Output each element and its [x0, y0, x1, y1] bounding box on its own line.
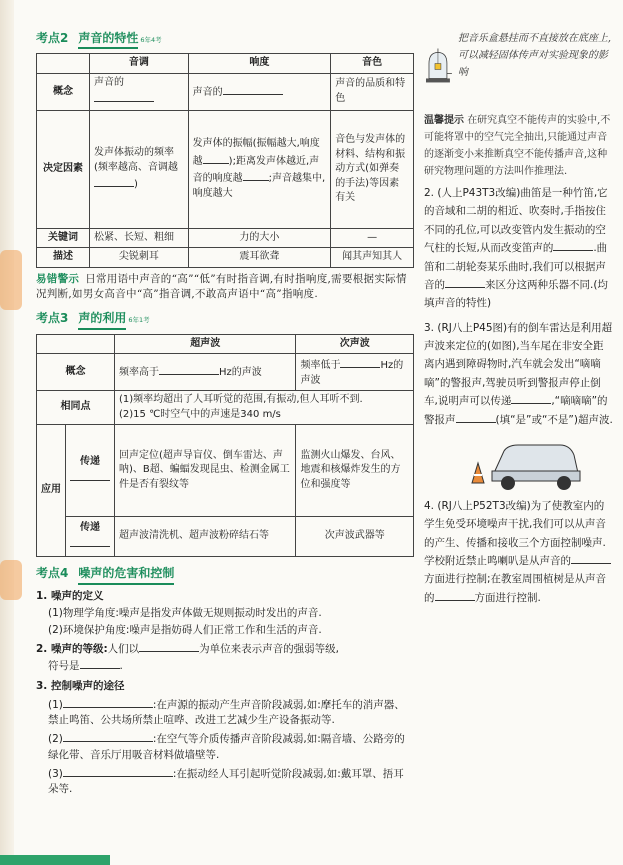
cell-text: :在空气等介质传播声音阶段减弱,如:隔音墙、公路旁的绿化带、音乐厅用吸音材料做墙壁等. — [48, 733, 405, 761]
question-text: ,“嘀嘀嘀”的警报声 — [424, 395, 608, 426]
table-row — [37, 73, 414, 110]
topic4-heading — [36, 565, 414, 584]
table-cell — [188, 73, 331, 110]
table-cell: 音色与发声体的材料、结构和振动方式(如弹奏的手法)等因素有关 — [331, 110, 414, 228]
topic3-title: 声的利用 — [78, 310, 126, 329]
header-pitch: 音调 — [90, 54, 189, 74]
topic2-frequency: 6年4考 — [140, 36, 162, 44]
cell-text: (2)15 ℃时空气中的声速是340 m/s — [119, 408, 281, 420]
cell-text: 为单位来表示声音的强弱等级, — [199, 643, 339, 656]
cell-text: Hz的声波 — [219, 367, 262, 379]
row-label: 相同点 — [37, 391, 115, 425]
table-cell: 力的大小 — [188, 228, 331, 248]
table-cell: 回声定位(超声导盲仪、倒车雷达、声呐)、B超、蝙蝠发现昆虫、检测金属工件是否有裂纹等 — [115, 425, 296, 517]
fill-blank[interactable] — [70, 469, 110, 481]
cell-text: 传递 — [80, 455, 100, 467]
paragraph — [36, 730, 414, 762]
cell-text: 传递 — [80, 521, 100, 533]
table-cell: 超声波清洗机、超声波粉碎结石等 — [115, 517, 296, 557]
tip-text: 日常用语中声音的“高”“低”有时指音调,有时指响度,需要根据实际情况判断,如男女高音中“高”指音调,不敢高声语中“高”指响度. — [36, 272, 407, 301]
row-label: 概念 — [37, 73, 90, 110]
question-text: 2. (人上P43T3改编)曲笛是一种竹笛,它的音域和二胡的相近、吹奏时,手指按住不同的孔位,可以改变管内发生振动的空气柱的长短,从而改变笛声的 — [424, 187, 608, 255]
header-infrasound: 次声波 — [296, 334, 414, 354]
topic4-title: 噪声的危害和控制 — [78, 565, 174, 584]
cell-text: (1) — [48, 698, 63, 711]
paragraph — [36, 765, 414, 797]
topic2-title: 声音的特性 — [78, 30, 138, 49]
question-text: 方面进行控制. — [474, 591, 541, 604]
stain-decoration — [0, 560, 22, 600]
cell-text: (2) — [48, 733, 63, 746]
left-column — [36, 30, 414, 799]
fill-blank[interactable] — [435, 589, 475, 601]
question-text: 来区分这两种乐器不同.(均填声音的特性) — [424, 278, 608, 310]
question-3 — [424, 319, 614, 429]
table-row — [37, 248, 414, 268]
reversing-car-icon — [464, 433, 584, 493]
table-cell: 声音的品质和特色 — [331, 73, 414, 110]
row-label — [66, 425, 115, 517]
topic3-heading — [36, 310, 414, 329]
table-cell — [188, 110, 331, 228]
fill-blank[interactable] — [63, 730, 153, 742]
handwritten-note: 把音乐盒悬挂而不直接放在底座上,可以减轻固体传声对实验现象的影响 — [457, 33, 612, 78]
row-label: 关键词 — [37, 228, 90, 248]
cell-text: );距离发声体越近,声音的响度越 — [192, 155, 320, 185]
table-cell — [296, 354, 414, 391]
cell-text: 人们以 — [107, 643, 140, 656]
row-label: 概念 — [37, 354, 115, 391]
question-text: (填“是”或“不是”)超声波. — [495, 413, 613, 426]
fill-blank[interactable] — [340, 356, 380, 368]
row-label: 描述 — [37, 248, 90, 268]
fill-blank[interactable] — [511, 392, 551, 404]
footer-green-bar — [0, 855, 110, 865]
question-text: 3. (RJ八上P45图)有的倒车雷达是利用超声波来定位的(如图),当车尾在非安全距离内遇到障碍物时,汽车就会发出“嘀嘀嘀”的警报声,驾驶员听到警报声停止倒车,说明声可以传递 — [424, 321, 613, 408]
paragraph: (2)环境保护角度:噪声是指妨碍人们正常工作和生活的声音. — [48, 624, 322, 637]
cell-text: 频率高于 — [119, 367, 159, 379]
question-text: .曲笛和二胡轮奏某乐曲时,我们可以根据声音的 — [424, 242, 608, 291]
table-row — [37, 354, 414, 391]
fill-blank[interactable] — [80, 657, 120, 669]
fill-blank[interactable] — [94, 175, 134, 187]
fill-blank[interactable] — [70, 535, 110, 547]
fill-blank[interactable] — [63, 696, 153, 708]
fill-blank[interactable] — [456, 411, 496, 423]
cell-text: 符号是 — [48, 660, 80, 673]
paragraph — [36, 696, 414, 728]
subsection-title: 3. 控制噪声的途径 — [36, 679, 125, 692]
fill-blank[interactable] — [445, 276, 485, 288]
tip-tag: 易错警示 — [36, 272, 80, 285]
table-cell: — — [331, 228, 414, 248]
fill-blank[interactable] — [223, 83, 283, 95]
fill-blank[interactable] — [203, 152, 229, 164]
cell-text: 发声体的振幅(振幅越大,响度越 — [192, 138, 320, 167]
table-row — [37, 517, 414, 557]
cell-text: ;声音越集中,响度越大 — [192, 173, 326, 199]
sound-use-table — [36, 334, 414, 558]
row-label — [66, 517, 115, 557]
subsection-title: 2. 噪声的等级: — [36, 643, 108, 656]
paragraph: 2. 噪声的等级:人们以 为单位来表示声音的强弱等级, 符号是 . — [36, 640, 414, 674]
topic3-label: 考点3 — [36, 311, 69, 326]
header-cell — [37, 54, 90, 74]
table-header-row — [37, 334, 414, 354]
table-row — [37, 228, 414, 248]
cell-text: ) — [134, 179, 138, 191]
header-timbre: 音色 — [331, 54, 414, 74]
table-cell: 松紧、长短、粗细 — [90, 228, 189, 248]
fill-blank[interactable] — [243, 169, 269, 181]
fill-blank[interactable] — [571, 552, 611, 564]
warm-tip-text: 在研究真空不能传声的实验中,不可能将罩中的空气完全抽出,只能通过声音的逐渐变小来推断真空不能传播声音,这种研究物理问题的方法叫作推理法. — [424, 115, 611, 177]
header-ultrasound: 超声波 — [115, 334, 296, 354]
bell-jar-figure — [424, 30, 614, 104]
table-cell — [115, 354, 296, 391]
row-label: 应用 — [37, 425, 66, 557]
topic4-label: 考点4 — [36, 566, 69, 581]
table-cell: 监测火山爆发、台风、地震和核爆炸发生的方位和强度等 — [296, 425, 414, 517]
table-cell: 次声波武器等 — [296, 517, 414, 557]
fill-blank[interactable] — [553, 239, 593, 251]
sound-characteristics-table — [36, 53, 414, 268]
table-cell — [90, 73, 189, 110]
fill-blank[interactable] — [63, 765, 173, 777]
table-row — [37, 110, 414, 228]
cell-text: (1)频率均超出了人耳听觉的范围,有振动,但人耳听不到. — [119, 394, 363, 406]
table-cell: 闻其声知其人 — [331, 248, 414, 268]
table-cell: 震耳欲聋 — [188, 248, 331, 268]
table-cell — [90, 110, 189, 228]
cell-text: 声音的 — [192, 87, 223, 99]
cell-text: 发声体振动的频率(频率越高、音调越 — [94, 147, 178, 173]
fill-blank[interactable] — [94, 90, 154, 102]
common-mistake-tip — [36, 272, 414, 302]
table-row — [37, 391, 414, 425]
topic2-heading — [36, 30, 414, 49]
cell-text: 频率低于 — [300, 360, 341, 372]
row-label: 决定因素 — [37, 110, 90, 228]
page-edge — [0, 0, 14, 865]
fill-blank[interactable] — [159, 363, 219, 375]
cell-text: (3) — [48, 767, 63, 780]
table-row — [37, 425, 414, 517]
right-column — [424, 30, 614, 613]
warm-tip-tag: 温馨提示 — [424, 115, 464, 126]
header-loudness: 响度 — [188, 54, 331, 74]
header-cell — [37, 334, 115, 354]
question-4 — [424, 497, 614, 607]
topic2-label: 考点2 — [36, 31, 69, 45]
cell-text: Hz的声波 — [300, 360, 404, 386]
table-cell — [115, 391, 414, 425]
topic3-frequency: 6年1考 — [128, 316, 150, 325]
bell-jar-icon — [424, 30, 452, 104]
cell-text: :在声源的振动产生声音阶段减弱,如:摩托车的消声器、禁止鸣笛、公共场所禁止喧哗、改进工艺减少生产设备振动等. — [48, 698, 405, 727]
stain-decoration — [0, 250, 22, 310]
subsection-title: 1. 噪声的定义 — [36, 589, 104, 602]
fill-blank[interactable] — [139, 640, 199, 652]
paragraph: (1)物理学角度:噪声是指发声体做无规则振动时发出的声音. — [48, 606, 322, 619]
question-2 — [424, 184, 614, 313]
table-header-row — [37, 54, 414, 74]
warm-tip — [424, 112, 614, 180]
question-text: 方面进行控制;在教室周围植树是从声音的 — [424, 573, 607, 604]
cell-text: 声音的 — [94, 76, 124, 88]
cell-text: :在振动经人耳引起听觉阶段减弱,如:戴耳罩、捂耳朵等. — [48, 767, 404, 796]
question-text: 4. (RJ八上P52T3改编)为了使教室内的学生免受环境噪声干扰,我们可以从声音的产生、传播和接收三个方面控制噪声.学校附近禁止鸣喇叭是从声音的 — [424, 499, 606, 567]
table-cell: 尖锐刺耳 — [90, 248, 189, 268]
